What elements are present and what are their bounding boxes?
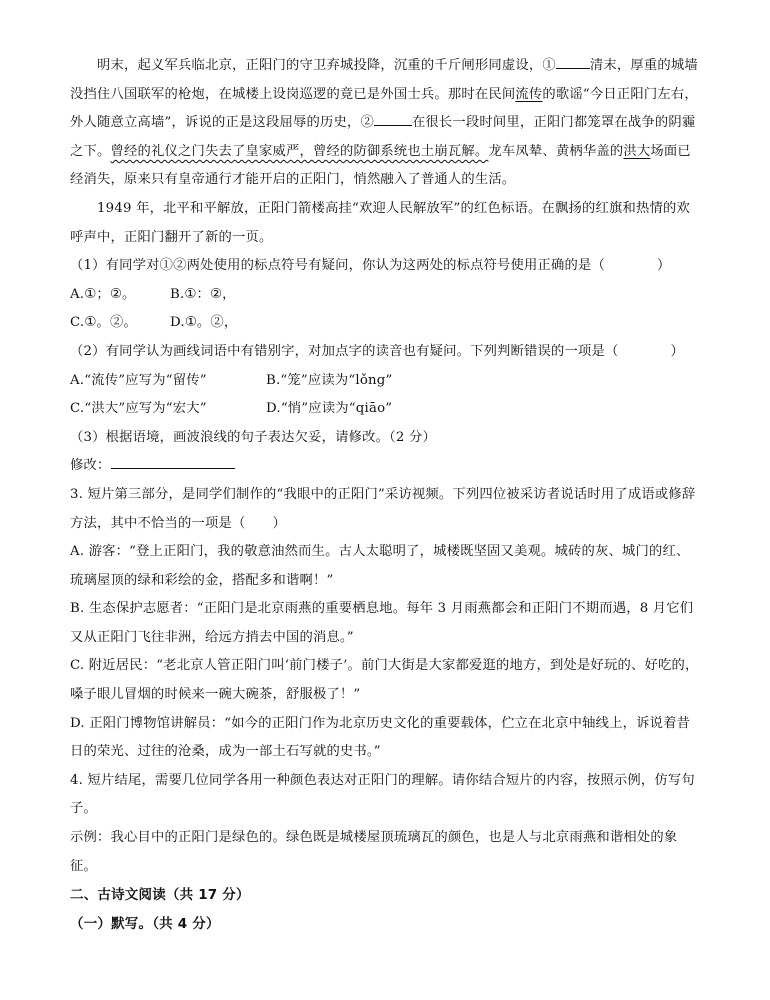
question-3-option-b[interactable]: B. 生态保护志愿者：“正阳门是北京雨燕的重要栖息地。每年 3 月雨燕都会和正阳门不期而遇，8 月它们又从正阳门飞往非洲，给远方捎去中国的消息。” [70, 601, 694, 645]
q1-options-row-1 [70, 281, 702, 310]
punctuation-mark-1: ① [542, 58, 556, 73]
underlined-word-liuchuan: 流传 [515, 86, 543, 102]
q2-options-row-1 [70, 367, 702, 396]
dotted-char-qiao: 悄 [353, 172, 367, 188]
q2-option-d[interactable]: D.“悄”应读为“qiāo” [266, 401, 393, 417]
question-3-option-c[interactable]: C. 附近居民：“老北京人管正阳门叫‘前门楼子’。前门大街是大家都爱逛的地方，到处是好玩的、好吃的，嗓子眼儿冒烟的时候来一碗大碗茶，舒服极了！” [70, 658, 699, 703]
text: （2）有同学认为画线词语中有错别字，对加点字的读音也有疑问。下列判断错误的一项是（ [70, 343, 619, 359]
q1-options-row-2 [70, 309, 702, 338]
text: ） [657, 258, 671, 274]
underlined-word-hongda: 洪大 [623, 143, 651, 159]
q2-option-a[interactable]: A.“流传”应写为“留传” [70, 372, 207, 388]
text: 清末，厚重的城墙没挡住八国联军的枪炮，在城楼上设岗巡逻的竟已是外国士兵。那时在民间 [70, 58, 698, 102]
q1-option-a[interactable]: A.①；②。 [70, 286, 136, 302]
text: 的歌谣“今日正阳门左右，外人随意立高墙”，诉说的正是这段屈辱的历史， [70, 86, 698, 131]
text: 明末，起义军兵临北京，正阳门的守卫弃城投降，沉重的千斤闸形同虚设， [97, 58, 543, 73]
q2-stem [70, 338, 702, 367]
text: 龙车凤辇、黄柄华盖的 [488, 143, 624, 159]
q3-stem: （3）根据语境，画波浪线的句子表达欠妥，请修改。（2 分） [70, 429, 437, 445]
text: 场面已经消失，原来只有皇帝通行才能开启的正阳门， [70, 143, 691, 188]
text: （1）有同学对①②两处使用的标点符号有疑问，你认为这两处的标点符号使用正确的是（ [70, 258, 606, 274]
question-3-option-a[interactable]: A. 游客：“登上正阳门，我的敬意油然而生。古人太聪明了，城楼既坚固又美观。城砖的灰、城门的红、琉璃屋顶的绿和彩绘的金，搭配多和谐啊！” [70, 544, 690, 588]
text: 在很长一段时间里，正阳门都 [411, 115, 588, 131]
punctuation-mark-2: ② [360, 115, 374, 131]
passage-paragraph-1 [70, 52, 702, 195]
question-3-option-d[interactable]: D. 正阳门博物馆讲解员：“如今的正阳门作为北京历史文化的重要载体，伫立在北京中轴线上，诉说着昔日的荣光、过往的沧桑，成为一部土石写就的史书。” [70, 715, 691, 760]
q1-stem [70, 252, 702, 281]
question-3-stem: 3. 短片第三部分，是同学们制作的“我眼中的正阳门”采访视频。下列四位被采访者说话时用了成语或修辞方法，其中不恰当的一项是（ ） [70, 486, 696, 531]
blank-2[interactable] [374, 111, 412, 126]
wavy-underlined-sentence: 曾经的礼仪之门失去了皇家威严，曾经的防御系统也土崩瓦解。 [110, 143, 489, 159]
question-4-stem: 4. 短片结尾，需要几位同学各用一种颜色表达对正阳门的理解。请你结合短片的内容，按照示例，仿写句子。 [70, 772, 695, 817]
q2-option-b[interactable]: B.“笼”应读为“lǒng” [266, 372, 393, 388]
passage-paragraph-2: 1949 年，北平和平解放，正阳门箭楼高挂“欢迎人民解放军”的红色标语。在飘扬的红旗和热情的欢呼声中，正阳门翻开了新的一页。 [70, 200, 690, 245]
q3-answer-line [70, 452, 702, 481]
text: ） [670, 343, 685, 359]
text: 罩在战争的阴霾之下。 [70, 115, 696, 159]
blank-1[interactable] [556, 54, 590, 69]
text: 然融入了普通人的生活。 [366, 172, 516, 188]
revision-input-line[interactable] [111, 454, 235, 469]
q1-option-b[interactable]: B.①：②， [170, 286, 236, 302]
q1-option-d[interactable]: D.①。②， [170, 315, 238, 331]
answer-label: 修改： [70, 458, 111, 474]
section-2-subtitle: （一）默写。（共 4 分） [70, 915, 220, 932]
question-4-example: 示例：我心目中的正阳门是绿色的。绿色既是城楼屋顶琉璃瓦的颜色，也是人与北京雨燕和谐相处的象征。 [70, 830, 678, 874]
dotted-char-long: 笼 [587, 115, 601, 131]
q1-option-c[interactable]: C.①。②。 [70, 315, 137, 331]
exam-page [70, 52, 702, 938]
q2-option-c[interactable]: C.“洪大”应写为“宏大” [70, 401, 207, 417]
section-2-title: 二、古诗文阅读（共 17 分） [70, 887, 250, 904]
q2-options-row-2 [70, 395, 702, 424]
